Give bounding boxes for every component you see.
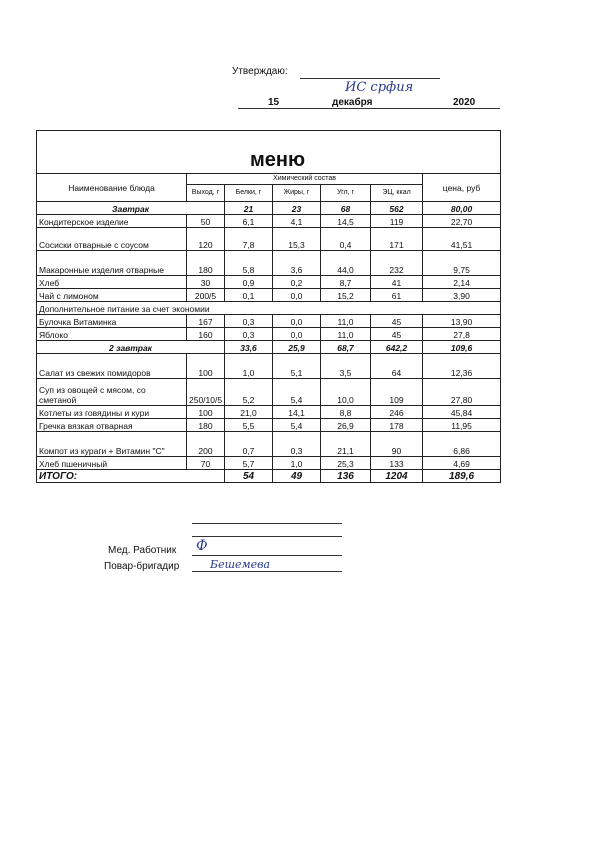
footer-line (192, 523, 342, 524)
value-cell: 120 (187, 228, 225, 251)
value-cell: 11,0 (321, 328, 371, 341)
value-cell: 3,5 (321, 354, 371, 379)
sub-header: Угл, г (321, 185, 371, 202)
value-cell: 8,7 (321, 276, 371, 289)
section-value: 21 (225, 202, 273, 215)
table-row (37, 315, 501, 328)
sub-header: Жиры, г (273, 185, 321, 202)
value-cell: 41,51 (423, 228, 501, 251)
value-cell: 7,8 (225, 228, 273, 251)
value-cell: 90 (371, 432, 423, 457)
value-cell: 0,0 (273, 315, 321, 328)
approval-month: декабря (332, 97, 373, 108)
table-row (37, 228, 501, 251)
section-label: 2 завтрак (37, 341, 225, 354)
value-cell: 44,0 (321, 251, 371, 276)
section-value: 109,6 (423, 341, 501, 354)
value-cell: 100 (187, 354, 225, 379)
value-cell: 3,90 (423, 289, 501, 302)
dish-name: Кондитерское изделие (37, 215, 187, 228)
dish-name: Хлеб (37, 276, 187, 289)
table-row (37, 457, 501, 470)
value-cell: 0,4 (321, 228, 371, 251)
value-cell: 2,14 (423, 276, 501, 289)
value-cell: 0,7 (225, 432, 273, 457)
value-cell: 5,4 (273, 379, 321, 406)
value-cell: 61 (371, 289, 423, 302)
value-cell: 171 (371, 228, 423, 251)
value-cell: 100 (187, 406, 225, 419)
med-sign-line (192, 555, 342, 556)
approval-day: 15 (268, 97, 280, 108)
extra-row (37, 302, 501, 315)
value-cell: 6,1 (225, 215, 273, 228)
menu-title: меню (37, 131, 501, 174)
value-cell: 0,0 (273, 328, 321, 341)
value-cell: 14,1 (273, 406, 321, 419)
total-row (37, 470, 501, 483)
value-cell: 45,84 (423, 406, 501, 419)
value-cell: 25,3 (321, 457, 371, 470)
sub-header: Белки, г (225, 185, 273, 202)
value-cell: 11,0 (321, 315, 371, 328)
table-row (37, 354, 501, 379)
value-cell: 64 (371, 354, 423, 379)
approval-sign-line (300, 78, 440, 79)
cook-signature: Бешемева (210, 558, 271, 571)
dish-name: Котлеты из говядины и кури (37, 406, 187, 419)
value-cell: 41 (371, 276, 423, 289)
table-row (37, 406, 501, 419)
value-cell: 4,1 (273, 215, 321, 228)
dish-name: Компот из кураги + Витамин "С" (37, 432, 187, 457)
value-cell: 21,0 (225, 406, 273, 419)
value-cell: 0,1 (225, 289, 273, 302)
dish-name: Булочка Витаминка (37, 315, 187, 328)
dish-name: Гречка вязкая отварная (37, 419, 187, 432)
value-cell: 0,3 (273, 432, 321, 457)
value-cell: 119 (371, 215, 423, 228)
table-row (37, 215, 501, 228)
value-cell: 5,1 (273, 354, 321, 379)
med-worker-label: Мед. Работник (108, 545, 177, 556)
value-cell: 180 (187, 251, 225, 276)
value-cell: 180 (187, 419, 225, 432)
section-value: 68,7 (321, 341, 371, 354)
extra-label: Дополнительное питание за счет экономии (37, 302, 501, 315)
total-value: 1204 (371, 470, 423, 483)
table-row (37, 276, 501, 289)
section-value: 562 (371, 202, 423, 215)
chem-header: Химический состав (187, 174, 423, 185)
dish-name: Суп из овощей с мясом, со сметаной (37, 379, 187, 406)
total-label: ИТОГО: (37, 470, 225, 483)
value-cell: 109 (371, 379, 423, 406)
value-cell: 3,6 (273, 251, 321, 276)
value-cell: 22,70 (423, 215, 501, 228)
value-cell: 0,0 (273, 289, 321, 302)
value-cell: 200/5 (187, 289, 225, 302)
dish-name: Яблоко (37, 328, 187, 341)
value-cell: 5,2 (225, 379, 273, 406)
approval-year: 2020 (453, 97, 476, 108)
menu-table (36, 130, 501, 483)
value-cell: 0,2 (273, 276, 321, 289)
footer-line (192, 536, 342, 537)
value-cell: 15,2 (321, 289, 371, 302)
value-cell: 27,8 (423, 328, 501, 341)
section-value: 25,9 (273, 341, 321, 354)
value-cell: 6,86 (423, 432, 501, 457)
section-breakfast-row (37, 202, 501, 215)
value-cell: 30 (187, 276, 225, 289)
value-cell: 13,90 (423, 315, 501, 328)
section-value: 23 (273, 202, 321, 215)
table-row (37, 328, 501, 341)
value-cell: 5,4 (273, 419, 321, 432)
total-value: 189,6 (423, 470, 501, 483)
value-cell: 8,8 (321, 406, 371, 419)
section-value: 68 (321, 202, 371, 215)
dish-name: Макаронные изделия отварные (37, 251, 187, 276)
value-cell: 5,5 (225, 419, 273, 432)
dish-name: Салат из свежих помидоров (37, 354, 187, 379)
total-value: 136 (321, 470, 371, 483)
value-cell: 9,75 (423, 251, 501, 276)
value-cell: 21,1 (321, 432, 371, 457)
section-value: 80,00 (423, 202, 501, 215)
dish-name: Хлеб пшеничный (37, 457, 187, 470)
section-value: 33,6 (225, 341, 273, 354)
value-cell: 50 (187, 215, 225, 228)
table-row (37, 251, 501, 276)
cook-sign-line (192, 571, 342, 572)
value-cell: 27,80 (423, 379, 501, 406)
value-cell: 0,3 (225, 315, 273, 328)
med-signature: Ф (196, 538, 208, 554)
total-value: 49 (273, 470, 321, 483)
price-header: цена, руб (423, 174, 501, 202)
table-row (37, 419, 501, 432)
value-cell: 15,3 (273, 228, 321, 251)
title-row (37, 131, 501, 174)
cook-label: Повар-бригадир (104, 561, 180, 572)
value-cell: 178 (371, 419, 423, 432)
value-cell: 133 (371, 457, 423, 470)
dish-name: Чай с лимоном (37, 289, 187, 302)
value-cell: 167 (187, 315, 225, 328)
value-cell: 250/10/5 (187, 379, 225, 406)
dish-header: Наименование блюда (37, 174, 187, 202)
value-cell: 11,95 (423, 419, 501, 432)
value-cell: 5,7 (225, 457, 273, 470)
header-row (37, 174, 501, 185)
sub-header: ЭЦ, ккал (371, 185, 423, 202)
total-value: 54 (225, 470, 273, 483)
value-cell: 14,5 (321, 215, 371, 228)
section-label: Завтрак (37, 202, 225, 215)
value-cell: 45 (371, 328, 423, 341)
value-cell: 1,0 (273, 457, 321, 470)
table-row (37, 289, 501, 302)
approval-signature: ИС срфия (345, 80, 414, 95)
value-cell: 0,9 (225, 276, 273, 289)
value-cell: 26,9 (321, 419, 371, 432)
value-cell: 70 (187, 457, 225, 470)
value-cell: 5,8 (225, 251, 273, 276)
value-cell: 1,0 (225, 354, 273, 379)
value-cell: 0,3 (225, 328, 273, 341)
approval-date-line (238, 108, 500, 109)
value-cell: 4,69 (423, 457, 501, 470)
value-cell: 232 (371, 251, 423, 276)
value-cell: 246 (371, 406, 423, 419)
section-second-breakfast-row (37, 341, 501, 354)
dish-name: Сосиски отварные с соусом (37, 228, 187, 251)
value-cell: 10,0 (321, 379, 371, 406)
approval-label: Утверждаю: (232, 66, 288, 77)
sub-header: Выход, г (187, 185, 225, 202)
table-row (37, 432, 501, 457)
value-cell: 12,36 (423, 354, 501, 379)
section-value: 642,2 (371, 341, 423, 354)
value-cell: 160 (187, 328, 225, 341)
value-cell: 45 (371, 315, 423, 328)
value-cell: 200 (187, 432, 225, 457)
table-row (37, 379, 501, 406)
